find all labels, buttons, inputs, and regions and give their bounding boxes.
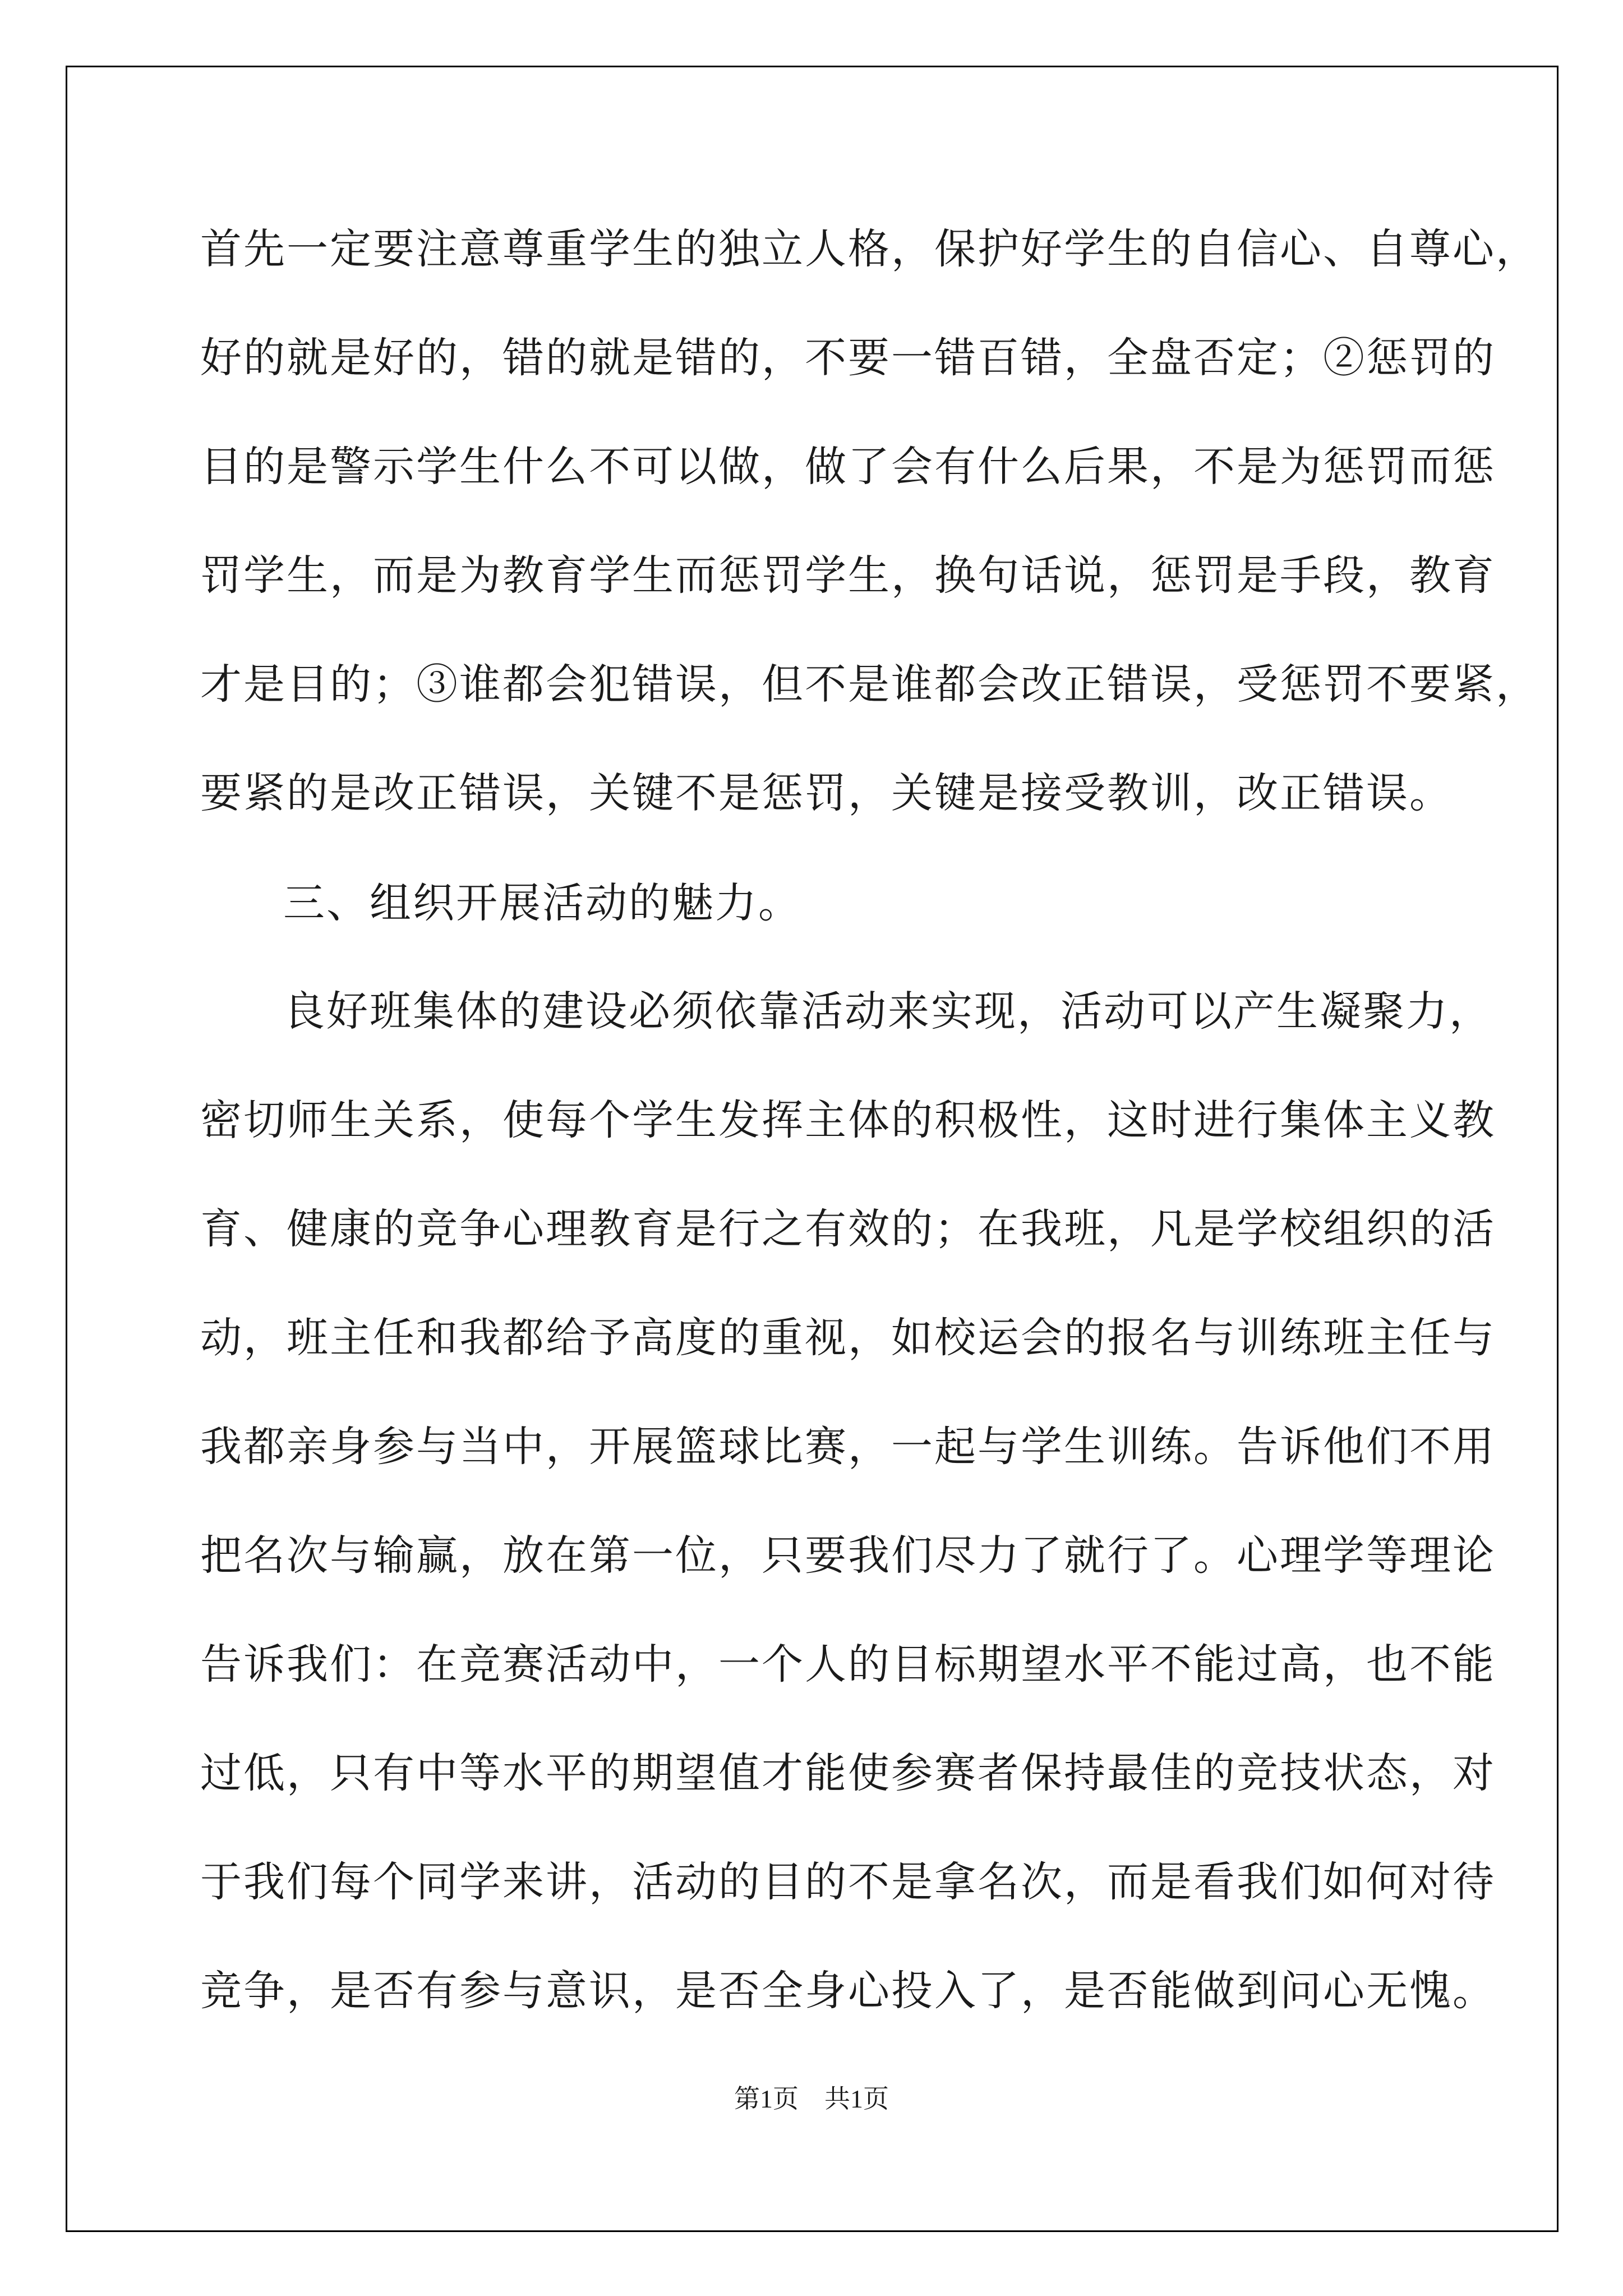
text-line: 要紧的是改正错误，关键不是惩罚，关键是接受教训，改正错误。 [200, 769, 1453, 817]
text-line: 竞争，是否有参与意识，是否全身心投入了，是否能做到问心无愧。 [200, 1967, 1496, 2015]
text-line: 罚学生，而是为教育学生而惩罚学生，换句话说，惩罚是手段，教育 [200, 551, 1496, 600]
text-line: 动，班主任和我都给予高度的重视，如校运会的报名与训练班主任与 [200, 1314, 1496, 1362]
text-line: 密切师生关系，使每个学生发挥主体的积极性，这时进行集体主义教 [200, 1096, 1496, 1144]
text-line: 目的是警示学生什么不可以做，做了会有什么后果，不是为惩罚而惩 [200, 443, 1496, 491]
section-heading: 三、组织开展活动的魅力。 [283, 879, 801, 927]
text-line: 告诉我们：在竞赛活动中，一个人的目标期望水平不能过高，也不能 [200, 1640, 1496, 1688]
text-line: 育、健康的竞争心理教育是行之有效的；在我班，凡是学校组织的活 [200, 1205, 1496, 1253]
text-line: 好的就是好的，错的就是错的，不要一错百错，全盘否定；②惩罚的 [200, 334, 1496, 382]
text-line: 过低，只有中等水平的期望值才能使参赛者保持最佳的竞技状态，对 [200, 1749, 1496, 1797]
text-line: 才是目的；③谁都会犯错误，但不是谁都会改正错误，受惩罚不要紧， [200, 660, 1539, 708]
text-line: 把名次与输赢，放在第一位，只要我们尽力了就行了。心理学等理论 [200, 1531, 1496, 1580]
text-line: 于我们每个同学来讲，活动的目的不是拿名次，而是看我们如何对待 [200, 1858, 1496, 1906]
page-footer: 第1页 共1页 [734, 2085, 889, 2113]
text-line: 我都亲身参与当中，开展篮球比赛，一起与学生训练。告诉他们不用 [200, 1423, 1496, 1471]
text-line: 良好班集体的建设必须依靠活动来实现，活动可以产生凝聚力， [283, 987, 1492, 1036]
text-line: 首先一定要注意尊重学生的独立人格，保护好学生的自信心、自尊心， [200, 225, 1539, 273]
